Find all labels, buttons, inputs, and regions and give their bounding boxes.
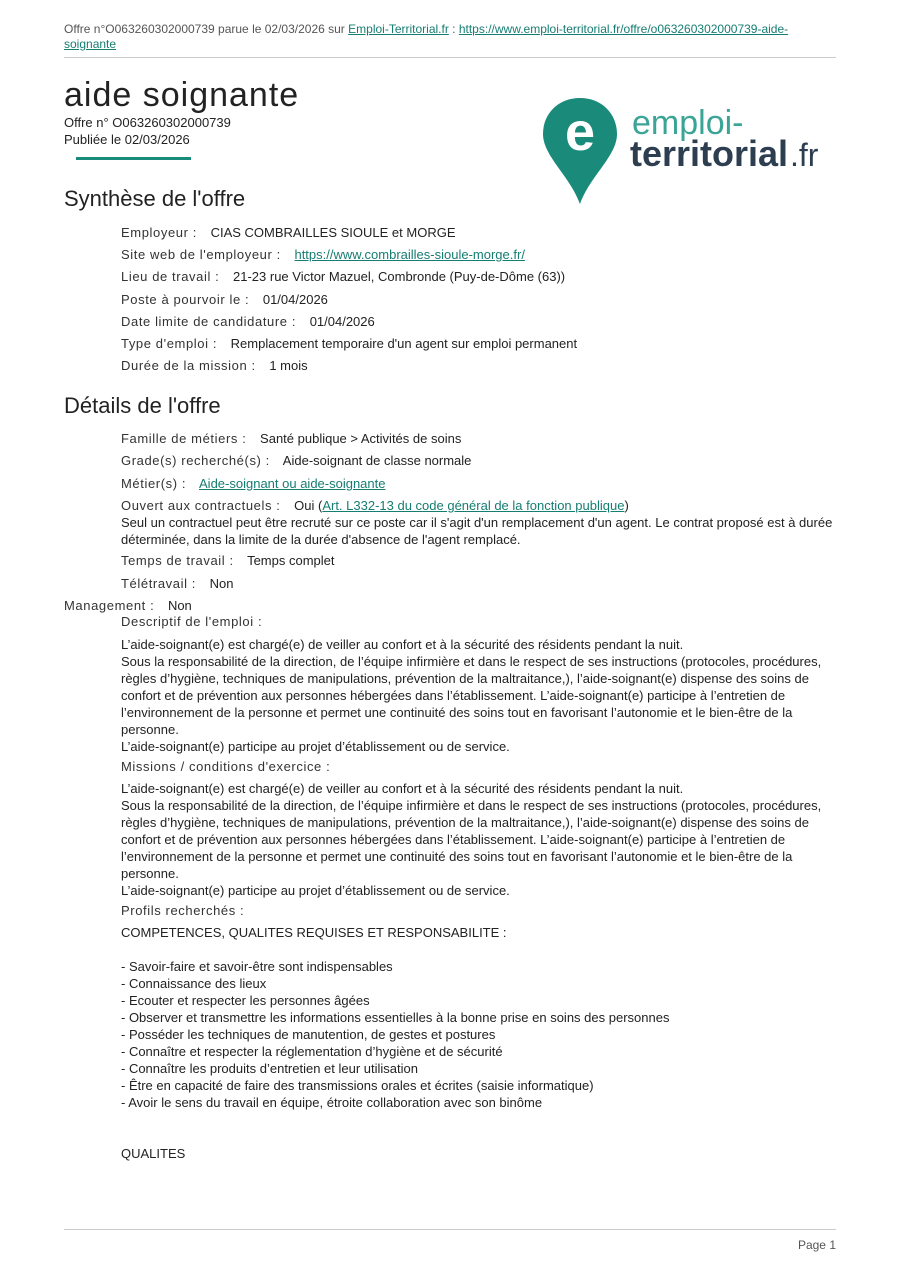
label: Descriptif de l'emploi : [121, 614, 263, 629]
missions-label [121, 758, 836, 775]
label: Missions / conditions d'exercice : [121, 759, 331, 774]
contract-row [121, 497, 836, 548]
value: Remplacement temporaire d'un agent sur emploi permanent [230, 336, 578, 351]
worktime-row [121, 552, 836, 569]
profiles-label [121, 902, 836, 919]
label: Famille de métiers : [121, 431, 247, 446]
accent-bar [76, 157, 191, 160]
header-text: Offre n°O063260302000739 parue le 02/03/2026 sur [64, 22, 349, 36]
job-row [121, 475, 836, 492]
value: Aide-soignant de classe normale [282, 453, 472, 468]
job-link[interactable]: Aide-soignant ou aide-soignante [199, 476, 386, 491]
description-text: L’aide-soignant(e) est chargé(e) de veiller au confort et à la sécurité des résidents pendant la nuit. Sous la responsabilité de la direction, de l’équipe infirmière et dans le respect de ses instructions (protocoles, procédures, règles d’hygiène, techniques de manipulations, prévention de la maltraitance,), l’aide-soignant(e) dispense des soins de confort et de prévention aux personnes hébergées dans l’établissement. L’aide-soignant(e) participe à l’entretien de l’environnement de la personne et permet une continuité des soins tout en favorisant l’autonomie et le bien-être de la personne. L’aide-soignant(e) participe au projet d’établissement ou de service. [121, 637, 822, 754]
value: 21-23 rue Victor Mazuel, Combronde (Puy-de-Dôme (63)) [233, 269, 566, 284]
value: Oui ( [294, 498, 323, 513]
label: Type d'emploi : [121, 336, 218, 351]
svg-text:emploi-: emploi- [632, 104, 744, 142]
label: Ouvert aux contractuels : [121, 498, 281, 513]
published-date: Publiée le 02/03/2026 [64, 132, 190, 147]
label: Employeur : [121, 225, 197, 240]
description-label [121, 613, 836, 630]
page-number: Page 1 [797, 1238, 836, 1252]
svg-text:.fr: .fr [790, 137, 819, 173]
employer-row [121, 224, 836, 241]
svg-text:territorial: territorial [630, 133, 789, 174]
label: Lieu de travail : [121, 269, 220, 284]
missions-text: L’aide-soignant(e) est chargé(e) de veiller au confort et à la sécurité des résidents pendant la nuit. Sous la responsabilité de la direction, de l’équipe infirmière et dans le respect de ses instructions (protocoles, procédures, règles d’hygiène, techniques de manipulations, prévention de la maltraitance,), l’aide-soignant(e) dispense des soins de confort et de prévention aux personnes hébergées dans l’établissement. L’aide-soignant(e) participe à l’entretien de l’environnement de la personne et permet une continuité des soins tout en favorisant l’autonomie et le bien-être de la personne. L’aide-soignant(e) participe au projet d’établissement ou de service. [121, 781, 822, 898]
management-row [64, 597, 779, 614]
telework-row [121, 575, 836, 592]
job-type-row [121, 335, 836, 352]
grade-row [121, 452, 836, 469]
label: Métier(s) : [121, 476, 187, 491]
duration-row [121, 357, 836, 374]
synthese-heading: Synthèse de l'offre [64, 186, 246, 211]
label: Grade(s) recherché(s) : [121, 453, 270, 468]
label: Poste à pourvoir le : [121, 292, 250, 307]
label: Temps de travail : [121, 553, 234, 568]
label: Durée de la mission : [121, 358, 256, 373]
website-row [121, 246, 836, 263]
value: 1 mois [269, 358, 308, 373]
label: Date limite de candidature : [121, 314, 297, 329]
deadline-row [121, 313, 836, 330]
site-link[interactable]: Emploi-Territorial.fr [348, 22, 449, 36]
label: Profils recherchés : [121, 903, 245, 918]
employer-website-link[interactable]: https://www.combrailles-sioule-morge.fr/ [294, 247, 525, 262]
emploi-territorial-logo [540, 96, 830, 213]
profiles-text: COMPETENCES, QUALITES REQUISES ET RESPONSABILITE : - Savoir-faire et savoir-être sont indispensables - Connaissance des lieux - Ecouter et respecter les personnes âgées - Observer et transmettre les informations essentielles à la bonne prise en soins des personnes - Posséder les techniques de manutention, de gestes et postures - Connaître et respecter la réglementation d’hygiène et de sécurité - Connaître les produits d’entretien et leur utilisation - Être en capacité de faire des transmissions orales et écrites (saisie informatique) - Avoir le sens du travail en équipe, étroite collaboration avec son binôme QUALITES [121, 925, 670, 1161]
start-date-row [121, 291, 836, 308]
law-article-link[interactable]: Art. L332-13 du code général de la fonction publique [322, 498, 625, 513]
label: Management : [64, 598, 155, 613]
value: 01/04/2026 [262, 292, 328, 307]
source-header [64, 22, 836, 58]
label: Télétravail : [121, 576, 196, 591]
label: Site web de l'employeur : [121, 247, 281, 262]
sep: : [448, 22, 459, 36]
value: CIAS COMBRAILLES SIOULE et MORGE [210, 225, 456, 240]
paren: ) [624, 498, 629, 513]
value: 01/04/2026 [309, 314, 375, 329]
location-row [121, 268, 836, 285]
value: Santé publique > Activités de soins [260, 431, 462, 446]
offer-number: Offre n° O063260302000739 [64, 115, 231, 130]
value: Non [209, 576, 234, 591]
footer-divider [64, 1229, 836, 1230]
offer-url-link[interactable]: https://www.emploi-territorial.fr/offre/o063260302000739-aide-soignante [64, 22, 789, 51]
page-title: aide soignante [64, 76, 300, 114]
family-row [121, 430, 836, 447]
value: Temps complet [247, 553, 335, 568]
contract-note: Seul un contractuel peut être recruté sur ce poste car il s'agit d'un remplacement d'un agent. Le contrat proposé est à durée déterminée, dans la limite de la durée d'absence de l'agent remplacé. [121, 515, 833, 547]
value: Non [167, 598, 192, 613]
svg-text:e: e [564, 102, 596, 162]
details-heading: Détails de l'offre [64, 393, 221, 418]
